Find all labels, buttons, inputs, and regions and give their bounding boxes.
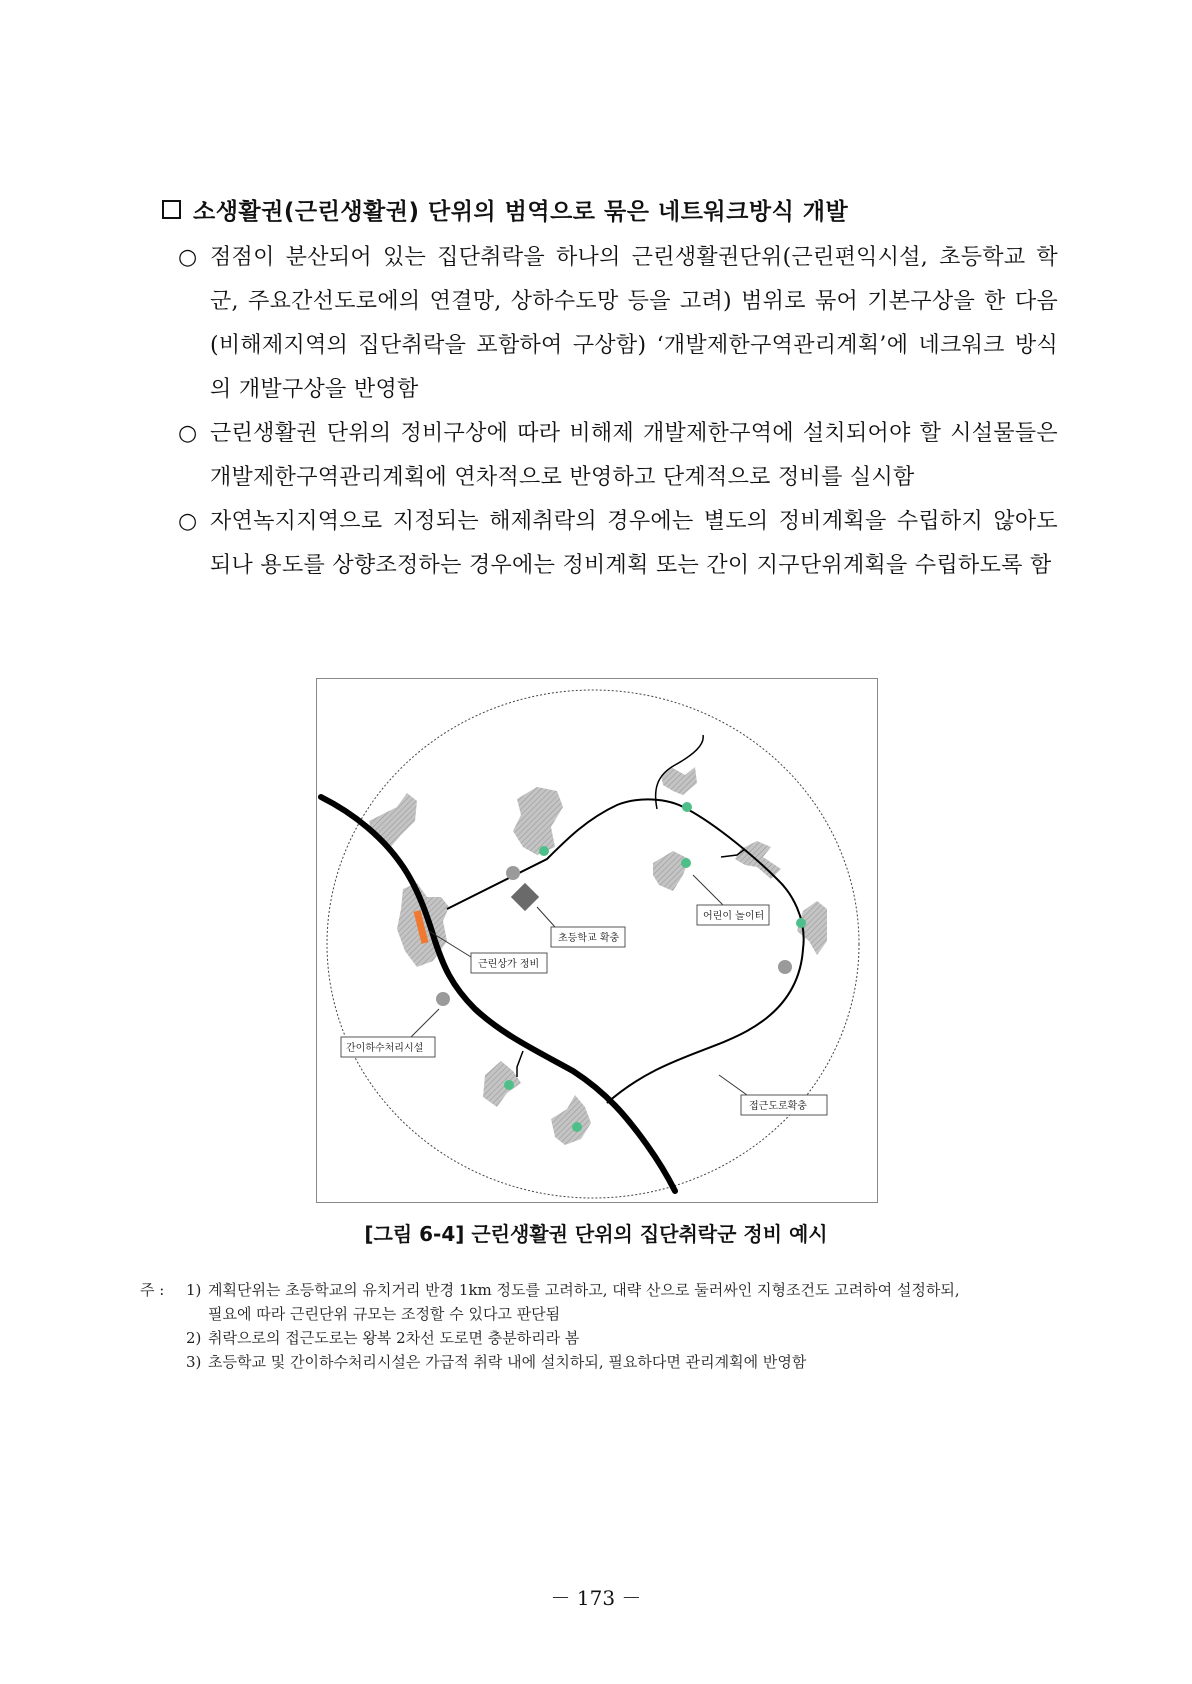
bullet-circle-icon: ○ (178, 421, 198, 446)
facility-dot (539, 846, 549, 856)
sewage-dot (506, 866, 520, 880)
village-block (483, 1061, 521, 1107)
footnote-3 (140, 1350, 1070, 1374)
label-playground: 어린이 놀이터 (703, 911, 765, 922)
footnote-2 (140, 1326, 1070, 1350)
main-highway (321, 797, 675, 1191)
village-block (797, 901, 827, 955)
facility-dot (504, 1080, 514, 1090)
footnote-text: 초등학교 및 간이하수처리시설은 가급적 취락 내에 설치하되, 필요하다면 관리계획에 반영함 (208, 1353, 807, 1371)
section-heading-text: 소생활권(근린생활권) 단위의 범역으로 묶은 네트워크방식 개발 (193, 199, 849, 225)
label-road: 접근도로확충 (749, 1101, 807, 1112)
footnote-prefix: 주 : (140, 1281, 165, 1299)
school-block (511, 883, 539, 911)
label-school: 초등학교 확충 (558, 933, 620, 944)
footnote-number: 3) (186, 1353, 202, 1371)
footnote-number: 2) (186, 1329, 202, 1347)
local-road (517, 1051, 523, 1077)
facility-dot (682, 802, 692, 812)
bullet-text: 자연녹지지역으로 지정되는 해제취락의 경우에는 별도의 정비계획을 수립하지 않아도 되나 용도를 상향조정하는 경우에는 정비계획 또는 간이 지구단위계획을 수립하도록 함 (210, 509, 1058, 578)
bullet-text: 근린생활권 단위의 정비구상에 따라 비해제 개발제한구역에 설치되어야 할 시설물들은 개발제한구역관리계획에 연차적으로 반영하고 단계적으로 정비를 실시함 (210, 421, 1058, 490)
figure-caption: [그림 6-4] 근린생활권 단위의 집단취락군 정비 예시 (364, 1222, 828, 1246)
footnote-1-continued (140, 1302, 1070, 1326)
bullet-circle-icon: ○ (178, 245, 198, 270)
footnote-number: 1) (186, 1281, 202, 1299)
facility-dot (681, 858, 691, 868)
footnote-text: 취락으로의 접근도로는 왕복 2차선 도로면 충분하리라 봄 (208, 1329, 580, 1347)
checkbox-square-icon (162, 200, 181, 219)
facility-dot (572, 1122, 582, 1132)
bullet-item-1 (178, 236, 1058, 412)
bullet-item-3 (178, 500, 1058, 588)
sewage-dot (436, 992, 450, 1006)
village-block (369, 793, 417, 849)
village-block (551, 1095, 591, 1145)
bullet-text: 점점이 분산되어 있는 집단취락을 하나의 근린생활권단위(근린편익시설, 초등학교 학군, 주요간선도로에의 연결망, 상하수도망 등을 고려) 범위로 묶어 기본구상을 한 다음(비해제지역의 집단취락을 포함하여 구상함) ‘개발제한구역관리계획’에 네크워크 방식의 개발구상을 반영함 (210, 245, 1058, 402)
village-block (513, 787, 563, 855)
figure-neighborhood-plan (316, 678, 878, 1203)
neighborhood-diagram (317, 679, 877, 1202)
facility-dot (796, 918, 806, 928)
bullet-item-2 (178, 412, 1058, 500)
footnote-1 (140, 1278, 1070, 1302)
footnote-text: 필요에 따라 근린단위 규모는 조정할 수 있다고 판단됨 (208, 1305, 561, 1323)
label-market: 근린상가 정비 (478, 959, 540, 970)
label-sewage: 간이하수처리시설 (346, 1043, 424, 1054)
village-block (653, 851, 689, 891)
sewage-dot (778, 960, 792, 974)
footnotes (140, 1278, 1070, 1374)
bullet-circle-icon: ○ (178, 509, 198, 534)
section-heading (162, 193, 848, 226)
footnote-text: 계획단위는 초등학교의 유치거리 반경 1km 정도를 고려하고, 대략 산으로 둘러싸인 지형조건도 고려하여 설정하되, (208, 1281, 960, 1299)
page-number: － 173 － (550, 1586, 642, 1610)
